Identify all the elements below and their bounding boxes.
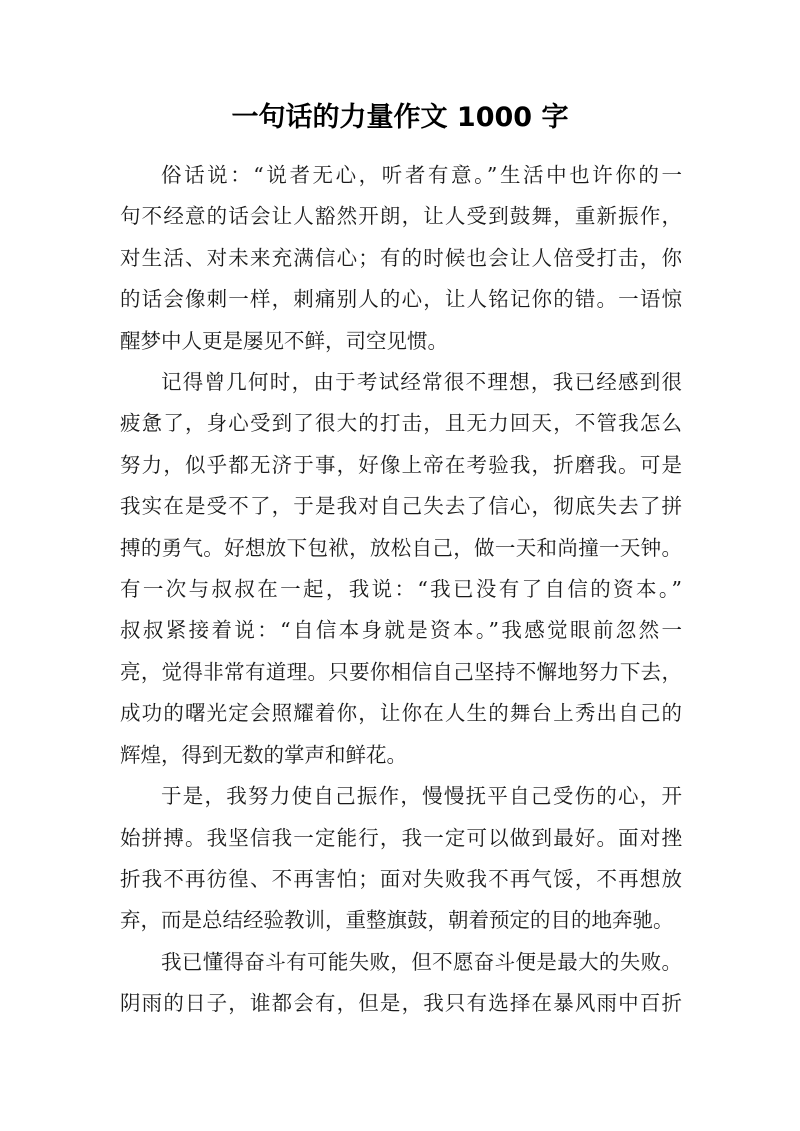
text-line: 俗话说：“说者无心，听者有意。”生活中也许你的一 <box>161 163 682 187</box>
paragraph-4 <box>120 942 682 1025</box>
text-line: 成功的曙光定会照耀着你，让你在人生的舞台上秀出自己的 <box>120 701 682 726</box>
text-line: 醒梦中人更是屡见不鲜，司空见惯。 <box>120 328 448 353</box>
text-line: 搏的勇气。好想放下包袱，放松自己，做一天和尚撞一天钟。 <box>120 535 682 560</box>
text-line: 亮，觉得非常有道理。只要你相信自己坚持不懈地努力下去， <box>120 659 682 684</box>
text-line: 的话会像刺一样，刺痛别人的心，让人铭记你的错。一语惊 <box>120 287 682 312</box>
paragraph-2 <box>120 362 682 776</box>
text-line: 努力，似乎都无济于事，好像上帝在考验我，折磨我。可是 <box>120 452 682 477</box>
paragraph-1 <box>120 155 682 362</box>
document-title: 一句话的力量作文 1000 字 <box>231 102 569 133</box>
text-line: 记得曾几何时，由于考试经常很不理想，我已经感到很 <box>161 370 682 395</box>
text-line: 句不经意的话会让人豁然开朗，让人受到鼓舞，重新振作， <box>120 204 682 229</box>
text-line: 弃，而是总结经验教训，重整旗鼓，朝着预定的目的地奔驰。 <box>120 908 674 933</box>
text-line: 对生活、对未来充满信心；有的时候也会让人倍受打击，你 <box>120 245 682 270</box>
text-line: 辉煌，得到无数的掌声和鲜花。 <box>120 742 407 767</box>
paragraph-3 <box>120 776 682 942</box>
text-line: 始拼搏。我坚信我一定能行，我一定可以做到最好。面对挫 <box>120 825 682 850</box>
text-line: 疲惫了，身心受到了很大的打击，且无力回天，不管我怎么 <box>120 411 682 436</box>
text-line: 折我不再彷徨、不再害怕；面对失败我不再气馁，不再想放 <box>120 866 682 891</box>
text-line: 有一次与叔叔在一起，我说：“我已没有了自信的资本。” <box>120 577 682 602</box>
text-line: 于是，我努力使自己振作，慢慢抚平自己受伤的心，开 <box>161 784 682 809</box>
text-line: 叔叔紧接着说：“自信本身就是资本。”我感觉眼前忽然一 <box>120 618 682 643</box>
text-line: 我已懂得奋斗有可能失败，但不愿奋斗便是最大的失败。 <box>161 949 682 974</box>
text-line: 我实在是受不了，于是我对自己失去了信心，彻底失去了拼 <box>120 494 682 519</box>
document-body <box>120 155 682 1025</box>
text-line: 阴雨的日子，谁都会有，但是，我只有选择在暴风雨中百折 <box>120 991 682 1016</box>
